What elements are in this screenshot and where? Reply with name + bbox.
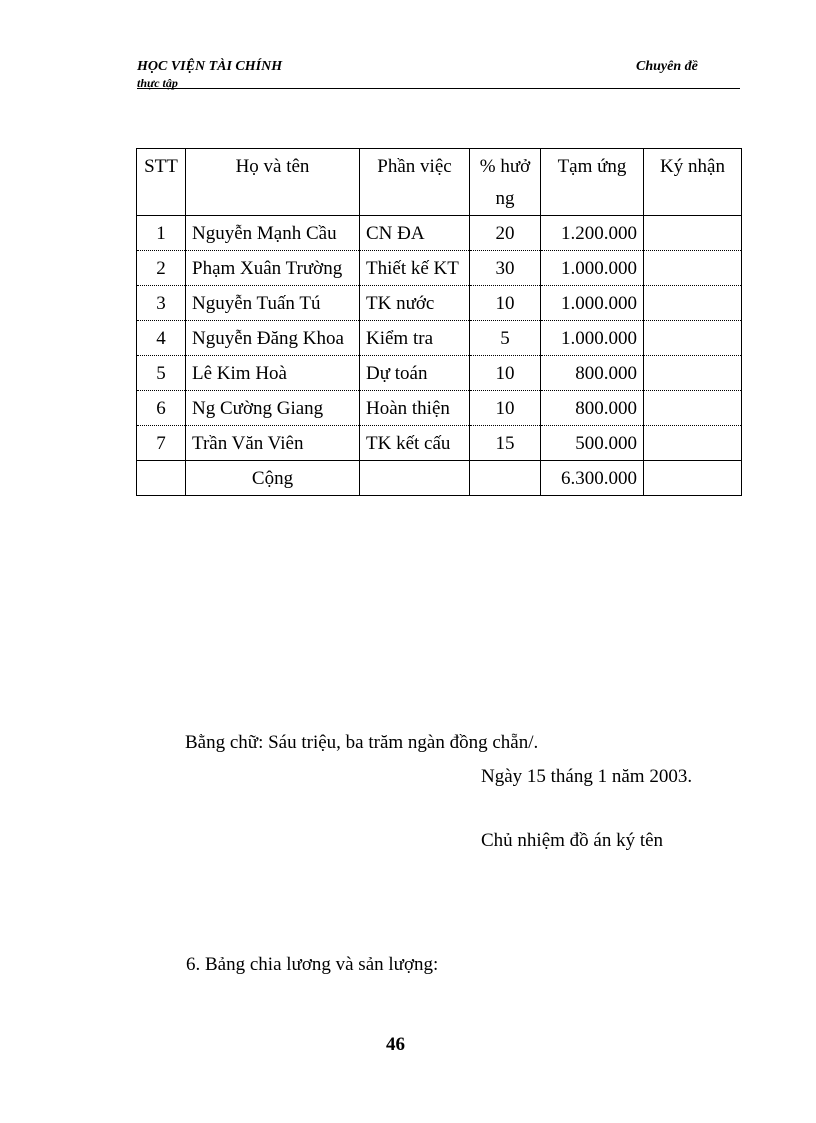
date-line: Ngày 15 tháng 1 năm 2003. <box>481 766 693 787</box>
row-stt: 5 <box>137 356 186 391</box>
page-number: 46 <box>386 1034 405 1055</box>
row-stt: 7 <box>137 426 186 461</box>
advance-payment-table <box>136 148 742 496</box>
row-percent: 10 <box>470 356 541 391</box>
row-advance: 1.000.000 <box>541 251 644 286</box>
total-signature-cell <box>644 461 742 496</box>
row-task: CN ĐA <box>360 216 470 251</box>
col-header-stt: STT <box>137 149 186 216</box>
total-stt-cell <box>137 461 186 496</box>
row-percent: 15 <box>470 426 541 461</box>
row-signature <box>644 426 742 461</box>
row-name: Nguyễn Mạnh Cầu <box>186 216 360 251</box>
header-subtitle: thực tập <box>137 76 178 90</box>
total-percent-cell <box>470 461 541 496</box>
header-institution <box>137 58 282 90</box>
row-advance: 1.000.000 <box>541 321 644 356</box>
row-percent: 30 <box>470 251 541 286</box>
row-task: TK kết cấu <box>360 426 470 461</box>
row-percent: 5 <box>470 321 541 356</box>
table-row <box>137 251 742 286</box>
row-stt: 2 <box>137 251 186 286</box>
section-heading: 6. Bảng chia lương và sản lượng: <box>186 954 439 975</box>
row-percent: 20 <box>470 216 541 251</box>
row-task: TK nước <box>360 286 470 321</box>
row-name: Phạm Xuân Trường <box>186 251 360 286</box>
row-name: Lê Kim Hoà <box>186 356 360 391</box>
table-row <box>137 216 742 251</box>
header-topic: Chuyên đề <box>636 59 698 74</box>
col-header-name: Họ và tên <box>186 149 360 216</box>
col-header-percent: % hưởng <box>470 149 541 216</box>
col-header-advance: Tạm ứng <box>541 149 644 216</box>
row-stt: 4 <box>137 321 186 356</box>
row-signature <box>644 356 742 391</box>
row-task: Dự toán <box>360 356 470 391</box>
total-value: 6.300.000 <box>541 461 644 496</box>
row-signature <box>644 286 742 321</box>
row-task: Hoàn thiện <box>360 391 470 426</box>
total-task-cell <box>360 461 470 496</box>
signer-line: Chủ nhiệm đồ án ký tên <box>481 830 664 851</box>
row-stt: 1 <box>137 216 186 251</box>
row-percent: 10 <box>470 286 541 321</box>
header-institution-name: HỌC VIỆN TÀI CHÍNH <box>137 59 283 74</box>
row-task: Thiết kế KT <box>360 251 470 286</box>
row-stt: 6 <box>137 391 186 426</box>
row-name: Ng Cường Giang <box>186 391 360 426</box>
row-advance: 800.000 <box>541 356 644 391</box>
row-signature <box>644 251 742 286</box>
table-row <box>137 286 742 321</box>
row-advance: 1.200.000 <box>541 216 644 251</box>
row-advance: 800.000 <box>541 391 644 426</box>
header-rule <box>137 88 740 89</box>
row-signature <box>644 391 742 426</box>
amount-in-words: Bằng chữ: Sáu triệu, ba trăm ngàn đồng chẵn/. <box>185 732 539 753</box>
row-stt: 3 <box>137 286 186 321</box>
table-header-row <box>137 149 742 216</box>
row-signature <box>644 321 742 356</box>
table-row <box>137 321 742 356</box>
col-header-signature: Ký nhận <box>644 149 742 216</box>
table-row <box>137 426 742 461</box>
total-label: Cộng <box>186 461 360 496</box>
row-task: Kiểm tra <box>360 321 470 356</box>
row-percent: 10 <box>470 391 541 426</box>
row-signature <box>644 216 742 251</box>
row-name: Nguyễn Tuấn Tú <box>186 286 360 321</box>
row-advance: 500.000 <box>541 426 644 461</box>
row-name: Trần Văn Viên <box>186 426 360 461</box>
row-name: Nguyễn Đăng Khoa <box>186 321 360 356</box>
table-row <box>137 391 742 426</box>
table-row <box>137 356 742 391</box>
row-advance: 1.000.000 <box>541 286 644 321</box>
col-header-task: Phần việc <box>360 149 470 216</box>
table-total-row <box>137 461 742 496</box>
